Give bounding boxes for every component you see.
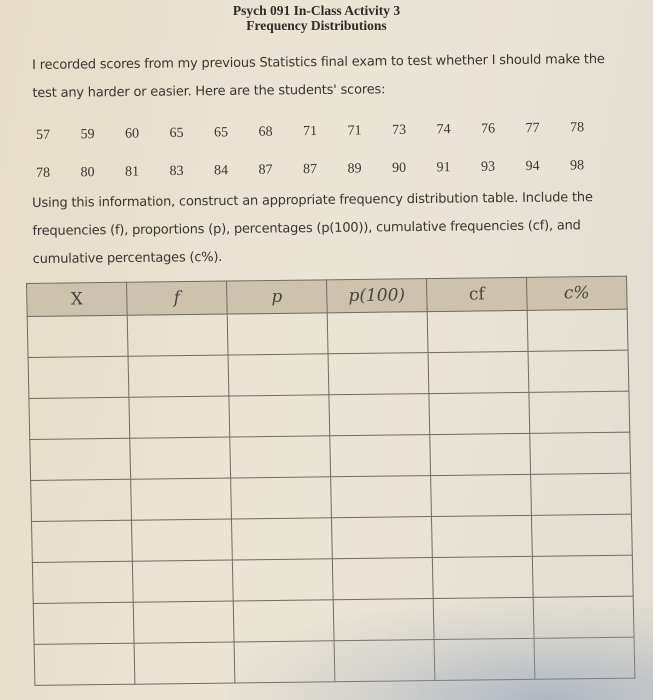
table-cell <box>527 309 628 351</box>
column-header-p100: p(100) <box>326 279 427 313</box>
instructions-paragraph: Using this information, construct an appropriate frequency distribution table. Include the frequencies (f), proportions (p), percentages (p(100)), cumulative frequencies (cf), and cumulative percentages (c%). <box>32 190 593 267</box>
score: 94 <box>525 158 540 175</box>
score: 57 <box>35 127 51 143</box>
table-cell <box>327 312 428 354</box>
table-cell <box>34 643 135 685</box>
table-cell <box>331 517 432 559</box>
table-cell <box>228 354 329 396</box>
score: 73 <box>391 122 407 138</box>
table-cell <box>428 351 529 393</box>
intro-paragraph: I recorded scores from my previous Statistics final exam to test whether I should make the test any harder or easier. Here are the students' scores: <box>32 52 605 101</box>
score: 78 <box>35 165 51 181</box>
table-row <box>30 432 631 480</box>
scores-row-1 <box>30 120 590 144</box>
scores-row-2 <box>30 158 590 182</box>
table-cell <box>532 555 633 597</box>
score: 71 <box>347 123 362 139</box>
table-cell <box>127 314 228 356</box>
table-cell <box>432 556 533 598</box>
table-row <box>27 309 628 357</box>
table-cell <box>328 353 429 395</box>
worksheet-title <box>0 3 653 33</box>
table-cell <box>133 601 234 643</box>
table-cell <box>429 392 530 434</box>
table-cell <box>129 396 230 438</box>
score: 91 <box>436 160 451 176</box>
table-cell <box>528 350 629 392</box>
score: 89 <box>347 161 362 177</box>
table-cell <box>529 391 630 433</box>
table-cell <box>27 315 128 357</box>
table-cell <box>131 519 232 561</box>
table-row <box>28 350 629 398</box>
score: 60 <box>124 126 140 142</box>
score: 81 <box>124 164 140 180</box>
table-cell <box>231 518 332 560</box>
table-cell <box>332 558 433 600</box>
table-cell <box>233 600 334 642</box>
score: 83 <box>169 163 184 180</box>
table-cell <box>32 561 133 603</box>
table-cell <box>427 310 528 352</box>
score: 76 <box>480 121 496 137</box>
table-cell <box>132 560 233 602</box>
table-cell <box>330 435 431 477</box>
score: 65 <box>169 125 184 142</box>
table-cell <box>134 642 235 684</box>
score: 87 <box>258 162 273 178</box>
column-header-x: X <box>27 282 128 316</box>
table-cell <box>533 596 634 638</box>
score: 80 <box>80 165 95 181</box>
table-cell <box>31 479 132 521</box>
table-cell <box>229 395 330 437</box>
table-cell <box>30 438 131 480</box>
table-cell <box>530 432 631 474</box>
table-cell <box>130 437 231 479</box>
table-cell <box>33 602 134 644</box>
table-cell <box>131 478 232 520</box>
table-cell <box>28 356 129 398</box>
table-cell <box>329 394 430 436</box>
course-title: Psych 091 In-Class Activity 3 <box>232 3 401 18</box>
table-cell <box>333 599 434 641</box>
column-header-f: f <box>126 281 227 315</box>
table-cell <box>234 641 335 683</box>
column-header-cf: cf <box>426 277 527 311</box>
score: 93 <box>480 159 496 175</box>
table-cell <box>230 436 331 478</box>
table-cell <box>29 397 130 439</box>
table-cell <box>31 520 132 562</box>
score: 98 <box>569 158 585 174</box>
table-row <box>32 555 633 603</box>
table-cell <box>227 313 328 355</box>
table-cell <box>431 474 532 516</box>
table-row <box>34 637 635 685</box>
column-header-p: p <box>226 280 327 314</box>
worksheet-subtitle: Frequency Distributions <box>246 18 387 33</box>
score: 90 <box>391 160 407 176</box>
table-cell <box>431 515 532 557</box>
table-cell <box>232 559 333 601</box>
score: 68 <box>258 124 273 140</box>
score: 84 <box>213 163 229 179</box>
score: 77 <box>525 120 540 137</box>
table-row <box>31 514 632 562</box>
score: 59 <box>80 127 95 143</box>
score: 78 <box>569 120 585 136</box>
score: 71 <box>302 123 318 140</box>
table-cell <box>531 514 632 556</box>
table-cell <box>331 476 432 518</box>
frequency-distribution-table <box>26 276 635 686</box>
score: 87 <box>302 161 318 178</box>
table-cell <box>231 477 332 519</box>
column-header-cpercent: c% <box>526 276 627 310</box>
score: 65 <box>213 125 229 141</box>
table-cell <box>434 638 535 680</box>
table-cell <box>534 637 635 679</box>
table-cell <box>430 433 531 475</box>
table-cell <box>128 355 229 397</box>
table-cell <box>531 473 632 515</box>
table-row <box>33 596 634 644</box>
table-cell <box>433 597 534 639</box>
score: 74 <box>436 122 451 138</box>
table-row <box>31 473 632 521</box>
table-row <box>29 391 630 439</box>
table-cell <box>334 640 435 682</box>
